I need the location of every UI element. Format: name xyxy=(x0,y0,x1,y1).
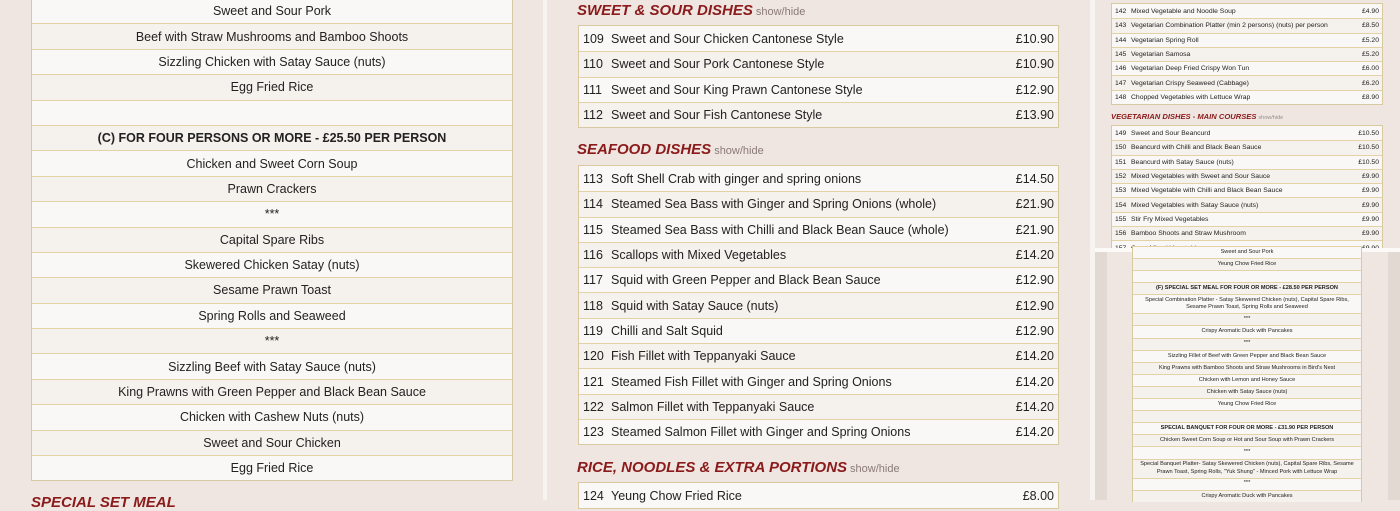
item-name: Squid with Green Pepper and Black Bean Sauce xyxy=(611,273,881,288)
rice-noodles-table xyxy=(578,482,1059,509)
menu-item-row xyxy=(1112,18,1382,32)
set-meal-row: *** xyxy=(1133,313,1361,325)
set-meal-row: Chicken with Satay Sauce (nuts) xyxy=(1133,386,1361,398)
set-meal-row: Special Banquet Platter- Satay Skewered Chicken (nuts), Capital Spare Ribs, Sesame Prawn Toast, Spring Rolls, "Yuk Shung" - Minced Pork with Lettuce Wrap xyxy=(1133,459,1361,478)
item-name: Soft Shell Crab with ginger and spring onions xyxy=(611,171,862,186)
show-hide-toggle[interactable]: show/hide xyxy=(755,6,806,18)
item-price: £12.90 xyxy=(1015,82,1054,97)
menu-item-row xyxy=(1112,47,1382,61)
menu-item-row xyxy=(1112,90,1382,104)
menu-item-row xyxy=(579,267,1058,292)
menu-item-row xyxy=(1112,4,1382,18)
menu-item-row xyxy=(579,26,1058,51)
menu-item-row xyxy=(579,419,1058,444)
item-number: 122 xyxy=(583,399,604,414)
item-number: 112 xyxy=(583,108,603,123)
item-name: Mixed Vegetables with Satay Sauce (nuts) xyxy=(1131,201,1259,209)
menu-item-row xyxy=(1112,61,1382,75)
item-name: Vegetarian Crispy Seaweed (Cabbage) xyxy=(1131,79,1249,87)
item-price: £13.90 xyxy=(1015,108,1054,123)
item-number: 152 xyxy=(1115,173,1127,181)
set-meal-row: Sesame Prawn Toast xyxy=(32,277,512,302)
menu-item-row xyxy=(579,318,1058,343)
item-number: 150 xyxy=(1115,144,1127,152)
set-meal-row: *** xyxy=(1133,446,1361,458)
menu-item-row xyxy=(579,102,1058,127)
vegetarian-starters-table xyxy=(1111,3,1383,105)
vegetarian-main-table xyxy=(1111,125,1383,256)
menu-item-row xyxy=(1112,226,1382,240)
special-set-meal-heading: SPECIAL SET MEAL xyxy=(31,494,176,511)
menu-item-row xyxy=(1112,75,1382,89)
menu-item-row xyxy=(579,217,1058,242)
item-name: Chopped Vegetables with Lettuce Wrap xyxy=(1131,93,1251,101)
set-meal-row: Chicken with Lemon and Honey Sauce xyxy=(1133,374,1361,386)
item-number: 147 xyxy=(1115,79,1127,87)
item-name: Steamed Sea Bass with Ginger and Spring Onions (whole) xyxy=(611,197,937,212)
menu-item-row xyxy=(579,51,1058,76)
panel-edge xyxy=(1095,252,1107,500)
menu-item-row xyxy=(1112,155,1382,169)
menu-item-row xyxy=(579,483,1058,508)
item-name: Vegetarian Deep Fried Crispy Won Tun xyxy=(1131,65,1250,73)
item-price: £8.90 xyxy=(1361,93,1379,101)
menu-item-row xyxy=(1112,140,1382,154)
item-name: Bamboo Shoots and Straw Mushroom xyxy=(1131,230,1246,238)
item-number: 145 xyxy=(1115,51,1127,59)
item-price: £10.90 xyxy=(1015,31,1054,46)
set-meal-title-row: (C) FOR FOUR PERSONS OR MORE - £25.50 PER PERSON xyxy=(32,125,512,150)
item-price: £5.20 xyxy=(1361,51,1379,59)
item-number: 144 xyxy=(1115,36,1127,44)
show-hide-toggle[interactable]: show/hide xyxy=(1258,115,1284,121)
item-price: £9.90 xyxy=(1361,230,1379,238)
section-title: SWEET & SOUR DISHES xyxy=(577,2,753,19)
set-meal-row xyxy=(1133,410,1361,422)
item-name: Sweet and Sour Fish Cantonese Style xyxy=(611,108,823,123)
item-number: 124 xyxy=(583,488,604,503)
item-price: £10.90 xyxy=(1015,57,1054,72)
item-name: Mixed Vegetable with Chilli and Black Bean Sauce xyxy=(1131,187,1283,195)
set-meal-row: Spring Rolls and Seaweed xyxy=(32,303,512,328)
set-meal-row: *** xyxy=(1133,338,1361,350)
set-meal-row: Chicken with Cashew Nuts (nuts) xyxy=(32,404,512,429)
menu-item-row xyxy=(579,292,1058,317)
left-panel-set-menu xyxy=(0,0,543,511)
item-number: 114 xyxy=(583,197,603,212)
special-set-meal-table xyxy=(1132,246,1362,502)
item-price: £8.00 xyxy=(1022,488,1054,503)
item-number: 148 xyxy=(1115,93,1127,101)
set-meal-row: Chicken Sweet Corn Soup or Hot and Sour Soup with Prawn Crackers xyxy=(1133,434,1361,446)
menu-item-row xyxy=(579,242,1058,267)
item-name: Salmon Fillet with Teppanyaki Sauce xyxy=(611,399,815,414)
item-price: £12.90 xyxy=(1015,323,1054,338)
item-price: £14.20 xyxy=(1015,374,1054,389)
set-meal-row: Crispy Aromatic Duck with Pancakes xyxy=(1133,325,1361,337)
set-meal-row: King Prawns with Bamboo Shoots and Straw Mushrooms in Bird's Nest xyxy=(1133,362,1361,374)
menu-item-row xyxy=(579,368,1058,393)
item-price: £4.90 xyxy=(1361,7,1379,15)
set-meal-row: Crispy Aromatic Duck with Pancakes xyxy=(1133,490,1361,502)
item-name: Fish Fillet with Teppanyaki Sauce xyxy=(611,349,796,364)
item-price: £12.90 xyxy=(1015,273,1054,288)
item-number: 156 xyxy=(1115,230,1127,238)
section-heading-vegetarian-main xyxy=(1111,112,1283,121)
set-meal-title-row: (F) SPECIAL SET MEAL FOR FOUR OR MORE - £28.50 PER PERSON xyxy=(1133,282,1361,294)
set-meal-row: Sizzling Beef with Satay Sauce (nuts) xyxy=(32,353,512,378)
set-meal-row: Capital Spare Ribs xyxy=(32,227,512,252)
item-number: 153 xyxy=(1115,187,1127,195)
item-price: £12.90 xyxy=(1015,298,1054,313)
set-meal-row: Egg Fried Rice xyxy=(32,455,512,480)
menu-item-row xyxy=(579,77,1058,102)
set-meal-row: Beef with Straw Mushrooms and Bamboo Shoots xyxy=(32,23,512,48)
set-meal-row: Yeung Chow Fried Rice xyxy=(1133,258,1361,270)
item-number: 119 xyxy=(583,323,603,338)
item-price: £21.90 xyxy=(1015,197,1054,212)
section-heading-rice-noodles xyxy=(577,459,900,476)
item-price: £21.90 xyxy=(1015,222,1054,237)
item-number: 117 xyxy=(583,273,603,288)
set-meal-row: *** xyxy=(1133,478,1361,490)
menu-item-row xyxy=(1112,183,1382,197)
section-heading-seafood xyxy=(577,141,764,158)
menu-item-row xyxy=(1112,33,1382,47)
right-top-panel-vegetarian xyxy=(1095,0,1400,248)
set-meal-row: Special Combination Platter - Satay Skewered Chicken (nuts), Capital Spare Ribs, Sesame Prawn Toast, Spring Rolls and Seaweed xyxy=(1133,294,1361,313)
set-meal-row: Sweet and Sour Pork xyxy=(1133,246,1361,258)
item-number: 120 xyxy=(583,349,604,364)
section-title: VEGETARIAN DISHES - MAIN COURSES xyxy=(1111,112,1257,121)
item-price: £14.50 xyxy=(1015,171,1054,186)
show-hide-toggle[interactable]: show/hide xyxy=(850,463,900,475)
item-number: 154 xyxy=(1115,201,1127,209)
set-meal-row: Skewered Chicken Satay (nuts) xyxy=(32,252,512,277)
item-name: Scallops with Mixed Vegetables xyxy=(611,248,787,263)
item-name: Vegetarian Combination Platter (min 2 persons) (nuts) per person xyxy=(1131,22,1328,30)
set-meal-row: *** xyxy=(32,328,512,353)
item-price: £9.90 xyxy=(1361,201,1379,209)
item-price: £14.20 xyxy=(1015,399,1054,414)
item-name: Mixed Vegetables with Sweet and Sour Sauce xyxy=(1131,173,1271,181)
item-number: 121 xyxy=(583,374,604,389)
item-price: £6.20 xyxy=(1361,79,1379,87)
item-price: £9.90 xyxy=(1361,215,1379,223)
item-name: Sweet and Sour Chicken Cantonese Style xyxy=(611,31,844,46)
item-price: £6.00 xyxy=(1361,65,1379,73)
item-number: 110 xyxy=(583,57,603,72)
set-meal-row: Prawn Crackers xyxy=(32,176,512,201)
set-meal-row xyxy=(1133,270,1361,282)
item-name: Beancurd with Satay Sauce (nuts) xyxy=(1131,158,1234,166)
set-meal-row: *** xyxy=(32,201,512,226)
item-name: Sweet and Sour Pork Cantonese Style xyxy=(611,57,825,72)
item-price: £9.90 xyxy=(1361,173,1379,181)
set-meal-title-row: SPECIAL BANQUET FOR FOUR OR MORE - £31.90 PER PERSON xyxy=(1133,422,1361,434)
item-name: Steamed Sea Bass with Chilli and Black Bean Sauce (whole) xyxy=(611,222,949,237)
item-price: £10.50 xyxy=(1358,144,1379,152)
sweet-sour-table xyxy=(578,25,1059,128)
item-number: 149 xyxy=(1115,129,1127,137)
item-number: 142 xyxy=(1115,7,1127,15)
menu-item-row xyxy=(579,394,1058,419)
item-name: Sweet and Sour Beancurd xyxy=(1131,129,1211,137)
menu-item-row xyxy=(579,166,1058,191)
item-name: Steamed Fish Fillet with Ginger and Spring Onions xyxy=(611,374,892,389)
item-number: 118 xyxy=(583,298,603,313)
item-number: 151 xyxy=(1115,158,1127,166)
item-price: £10.50 xyxy=(1358,129,1379,137)
item-number: 111 xyxy=(583,82,603,97)
set-meal-row: Sweet and Sour Chicken xyxy=(32,430,512,455)
item-number: 116 xyxy=(583,248,603,263)
right-bottom-panel-set-meals xyxy=(1095,248,1400,500)
set-meal-row: Egg Fried Rice xyxy=(32,74,512,99)
item-name: Vegetarian Spring Roll xyxy=(1131,36,1199,44)
middle-panel-menu xyxy=(547,0,1090,503)
menu-item-row xyxy=(1112,212,1382,226)
set-meal-table xyxy=(31,0,513,481)
set-meal-row: King Prawns with Green Pepper and Black Bean Sauce xyxy=(32,379,512,404)
section-title: SEAFOOD DISHES xyxy=(577,141,712,158)
item-name: Beancurd with Chilli and Black Bean Sauce xyxy=(1131,144,1262,152)
item-name: Steamed Salmon Fillet with Ginger and Spring Onions xyxy=(611,425,911,440)
item-price: £5.20 xyxy=(1361,36,1379,44)
menu-item-row xyxy=(1112,126,1382,140)
item-number: 146 xyxy=(1115,65,1127,73)
item-number: 143 xyxy=(1115,22,1127,30)
item-name: Yeung Chow Fried Rice xyxy=(611,488,742,503)
item-number: 123 xyxy=(583,425,604,440)
item-number: 155 xyxy=(1115,215,1127,223)
item-price: £14.20 xyxy=(1015,349,1054,364)
item-name: Vegetarian Samosa xyxy=(1131,51,1191,59)
item-name: Squid with Satay Sauce (nuts) xyxy=(611,298,779,313)
menu-item-row xyxy=(579,191,1058,216)
seafood-table xyxy=(578,165,1059,445)
menu-item-row xyxy=(579,343,1058,368)
item-price: £9.90 xyxy=(1361,187,1379,195)
set-meal-row: Yeung Chow Fried Rice xyxy=(1133,398,1361,410)
item-number: 113 xyxy=(583,171,603,186)
menu-item-row xyxy=(1112,197,1382,211)
item-name: Chilli and Salt Squid xyxy=(611,323,723,338)
item-name: Sweet and Sour King Prawn Cantonese Style xyxy=(611,82,863,97)
item-price: £10.50 xyxy=(1358,158,1379,166)
item-price: £14.20 xyxy=(1015,425,1054,440)
set-meal-row: Chicken and Sweet Corn Soup xyxy=(32,150,512,175)
item-price: £8.50 xyxy=(1361,22,1379,30)
show-hide-toggle[interactable]: show/hide xyxy=(714,145,764,157)
set-meal-row: Sizzling Chicken with Satay Sauce (nuts) xyxy=(32,49,512,74)
set-meal-row xyxy=(32,100,512,125)
item-price: £14.20 xyxy=(1015,248,1054,263)
section-heading-sweet-sour xyxy=(577,2,805,19)
item-name: Stir Fry Mixed Vegetables xyxy=(1131,215,1209,223)
item-name: Mixed Vegetable and Noodle Soup xyxy=(1131,7,1236,15)
item-number: 109 xyxy=(583,31,604,46)
section-title: RICE, NOODLES & EXTRA PORTIONS xyxy=(577,459,848,476)
panel-edge xyxy=(1388,252,1400,500)
set-meal-row: Sizzling Fillet of Beef with Green Pepper and Black Bean Sauce xyxy=(1133,350,1361,362)
menu-item-row xyxy=(1112,169,1382,183)
item-number: 115 xyxy=(583,222,603,237)
set-meal-row: Sweet and Sour Pork xyxy=(32,0,512,23)
